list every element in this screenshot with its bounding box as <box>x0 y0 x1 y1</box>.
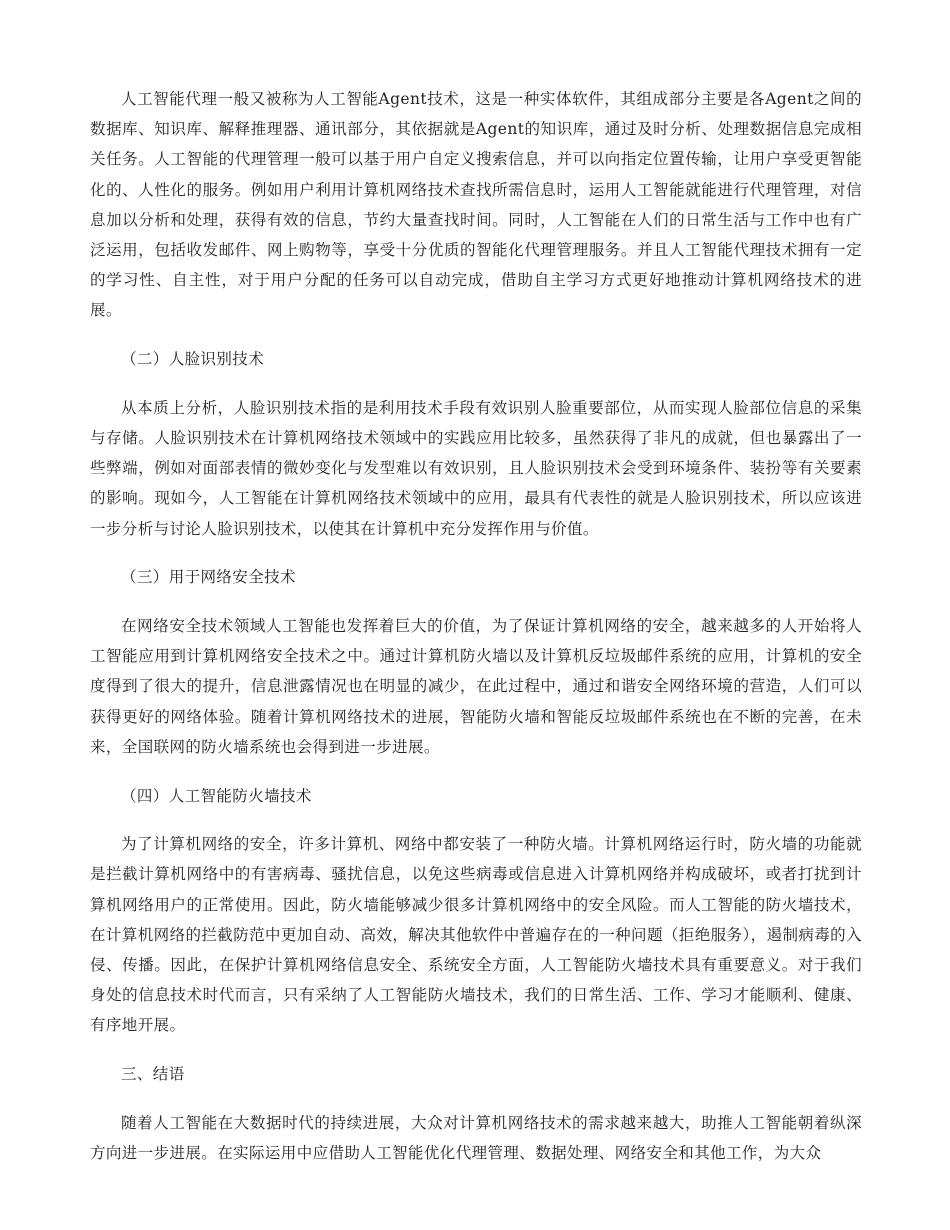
paragraph-ai-firewall: 为了计算机网络的安全，许多计算机、网络中都安装了一种防火墙。计算机网络运行时，防火墙的功能就是拦截计算机网络中的有害病毒、骚扰信息，以免这些病毒或信息进入计算机网络并构成破坏，或者打扰到计算机网络用户的正常使用。因此，防火墙能够减少很多计算机网络中的安全风险。而人工智能的防火墙技术，在计算机网络的拦截防范中更加自动、高效，解决其他软件中普遍存在的一种问题（拒绝服务），遏制病毒的入侵、传播。因此，在保护计算机网络信息安全、系统安全方面，人工智能防火墙技术具有重要意义。对于我们身处的信息技术时代而言，只有采纳了人工智能防火墙技术，我们的日常生活、工作、学习才能顺利、健康、有序地开展。 <box>90 835 862 1035</box>
paragraph-conclusion: 随着人工智能在大数据时代的持续进展，大众对计算机网络技术的需求越来越大，助推人工智能朝着纵深方向进一步进展。在实际运用中应借助人工智能优化代理管理、数据处理、网络安全和其他工作，为大众 <box>90 1113 862 1163</box>
paragraph-face-recognition: 从本质上分析，人脸识别技术指的是利用技术手段有效识别人脸重要部位，从而实现人脸部位信息的采集与存储。人脸识别技术在计算机网络技术领域中的实践应用比较多，虽然获得了非凡的成就，但也暴露出了一些弊端，例如对面部表情的微妙变化与发型难以有效识别，且人脸识别技术会受到环境条件、装扮等有关要素的影响。现如今，人工智能在计算机网络技术领域中的应用，最具有代表性的就是人脸识别技术，所以应该进一步分析与讨论人脸识别技术，以使其在计算机中充分发挥作用与价值。 <box>90 398 862 538</box>
paragraph-agent-technology: 人工智能代理一般又被称为人工智能Agent技术，这是一种实体软件，其组成部分主要是各Agent之间的数据库、知识库、解释推理器、通讯部分，其依据就是Agent的知识库，通过及时分析、处理数据信息完成相关任务。人工智能的代理管理一般可以基于用户自定义搜索信息，并可以向指定位置传输，让用户享受更智能化的、人性化的服务。例如用户利用计算机网络技术查找所需信息时，运用人工智能就能进行代理管理，对信息加以分析和处理，获得有效的信息，节约大量查找时间。同时，人工智能在人们的日常生活与工作中也有广泛运用，包括收发邮件、网上购物等，享受十分优质的智能化代理管理服务。并且人工智能代理技术拥有一定的学习性、自主性，对于用户分配的任务可以自动完成，借助自主学习方式更好地推动计算机网络技术的进展。 <box>90 90 862 320</box>
document-body <box>90 84 862 1168</box>
section-heading-ai-firewall: （四）人工智能防火墙技术 <box>121 786 312 805</box>
section-heading-network-security: （三）用于网络安全技术 <box>121 568 296 587</box>
section-heading-face-recognition: （二）人脸识别技术 <box>121 350 265 369</box>
paragraph-network-security: 在网络安全技术领域人工智能也发挥着巨大的价值，为了保证计算机网络的安全，越来越多的人开始将人工智能应用到计算机网络安全技术之中。通过计算机防火墙以及计算机反垃圾邮件系统的应用，计算机的安全度得到了很大的提升，信息泄露情况也在明显的减少，在此过程中，通过和谐安全网络环境的营造，人们可以获得更好的网络体验。随着计算机网络技术的进展，智能防火墙和智能反垃圾邮件系统也在不断的完善，在未来，全国联网的防火墙系统也会得到进一步进展。 <box>90 617 862 756</box>
section-heading-conclusion: 三、结语 <box>121 1065 185 1084</box>
